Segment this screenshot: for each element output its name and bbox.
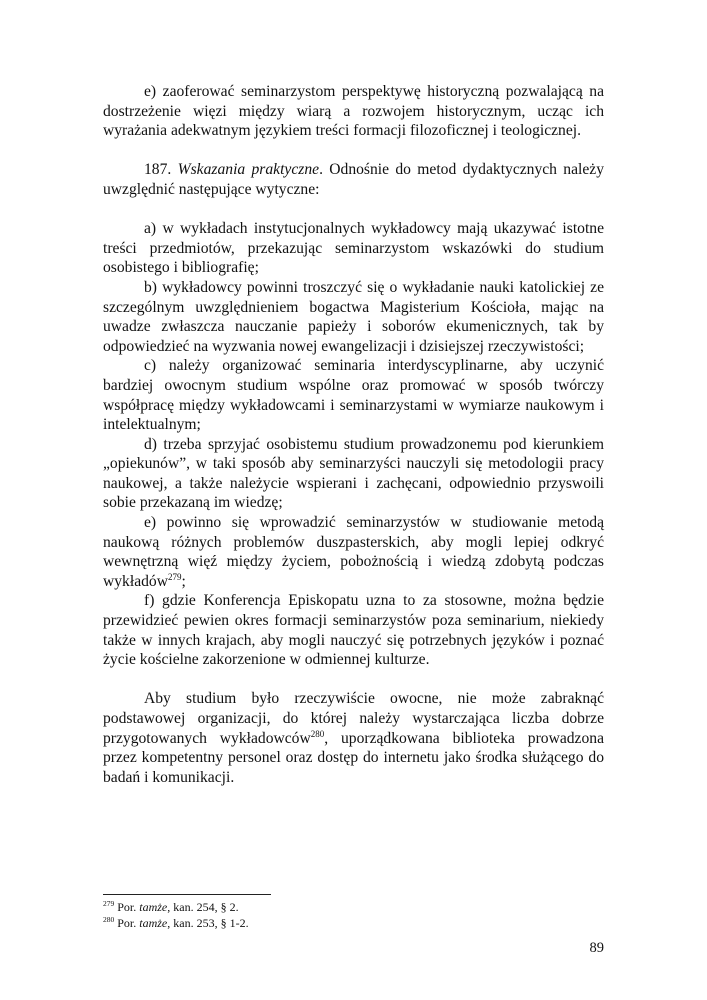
paragraph-d xyxy=(103,435,604,513)
footnote-divider xyxy=(103,894,271,895)
paragraph-c-text: c) należy organizować seminaria interdyscyplinarne, aby uczynić bardziej owocnym studium wspólne oraz promować w sposób twórczy współpracę między wykładowcami i seminarzystami w wymiarze naukowym i intelektualnym; xyxy=(103,357,604,434)
paragraph-e-intro xyxy=(103,82,604,141)
paragraph-c xyxy=(103,356,604,434)
paragraph-e2-text: e) powinno się wprowadzić seminarzystów w studiowanie metodą naukową różnych problemów duszpasterskich, aby mogli lepiej odkryć wewnętrzną więź między życiem, pobożnością i wiedzą zdobytą podczas wykładów xyxy=(103,514,604,590)
footnote-rest: , kan. 253, § 1-2. xyxy=(167,915,249,930)
paragraph-f-text: f) gdzie Konferencja Episkopatu uzna to za stosowne, można będzie przewidzieć pewien okres formacji seminarzystów poza seminarium, niekiedy także w innych krajach, aby mogli nauczyć się potrzebnych języków i poznać życie kościelne zakorzenione w odmiennej kulturze. xyxy=(103,592,604,669)
paragraph-final-text-b: , uporządkowana biblioteka prowadzona przez kompetentny personel oraz dostęp do internetu jako środka służącego do badań i komunikacji. xyxy=(103,729,604,786)
footnote-number: 280 xyxy=(103,914,115,924)
footnote-italic: tamże xyxy=(139,900,168,914)
page-body xyxy=(103,82,604,787)
footnote-rest: , kan. 254, § 2. xyxy=(167,900,239,914)
paragraph-187-number: 187. xyxy=(144,161,172,179)
footnote-italic: tamże xyxy=(139,915,168,930)
paragraph-b xyxy=(103,278,604,356)
paragraph-187 xyxy=(103,160,604,199)
paragraph-final xyxy=(103,689,604,787)
paragraph-e2 xyxy=(103,513,604,591)
footnote-279 xyxy=(103,900,604,916)
page-number: 89 xyxy=(589,940,604,956)
paragraph-e2-end: ; xyxy=(181,572,186,590)
footnote-number: 279 xyxy=(103,899,115,908)
footnotes xyxy=(103,900,604,931)
footnote-prefix: Por. xyxy=(114,915,140,930)
footnote-ref-280[interactable]: 280 xyxy=(310,728,325,739)
footnote-prefix: Por. xyxy=(114,900,140,914)
paragraph-final-text-a: Aby studium było rzeczywiście owocne, nie może zabraknąć podstawowej organizacji, do której należy wystarczająca liczba dobrze przygotowanych wykładowców xyxy=(103,690,604,747)
paragraph-e-intro-text: e) zaoferować seminarzystom perspektywę historyczną pozwalającą na dostrzeżenie więzi między wiarą a rozwojem historycznym, ucząc ich wyrażania adekwatnym językiem treści formacji filozoficznej i teologicznej. xyxy=(103,83,604,140)
paragraph-b-text: b) wykładowcy powinni troszczyć się o wykładanie nauki katolickiej ze szczególnym uwzględnieniem bogactwa Magisterium Kościoła, mając na uwadze zwłaszcza nauczanie papieży i soborów ekumenicznych, tak by odpowiedzieć na wyzwania nowej ewangelizacji i dzisiejszej rzeczywistości; xyxy=(103,278,604,355)
footnote-280 xyxy=(103,916,604,932)
paragraph-a-text: a) w wykładach instytucjonalnych wykładowcy mają ukazywać istotne treści przedmiotów, przekazując seminarzystom wskazówki do studium osobistego i bibliografię; xyxy=(103,220,604,277)
paragraph-187-title: Wskazania praktyczne xyxy=(177,161,320,179)
paragraph-f xyxy=(103,591,604,669)
paragraph-a xyxy=(103,219,604,278)
paragraph-187-text: . Odnośnie do metod dydaktycznych należy uwzględnić następujące wytyczne: xyxy=(103,161,604,198)
footnote-ref-279[interactable]: 279 xyxy=(167,571,182,582)
paragraph-d-text: d) trzeba sprzyjać osobistemu studium prowadzonemu pod kierunkiem „opiekunów”, w taki sposób aby seminarzyści nauczyli się metodologii pracy naukowej, a także należycie wspierani i zachęcani, odpowiednio przyswoili sobie przekazaną im wiedzę; xyxy=(103,435,604,512)
